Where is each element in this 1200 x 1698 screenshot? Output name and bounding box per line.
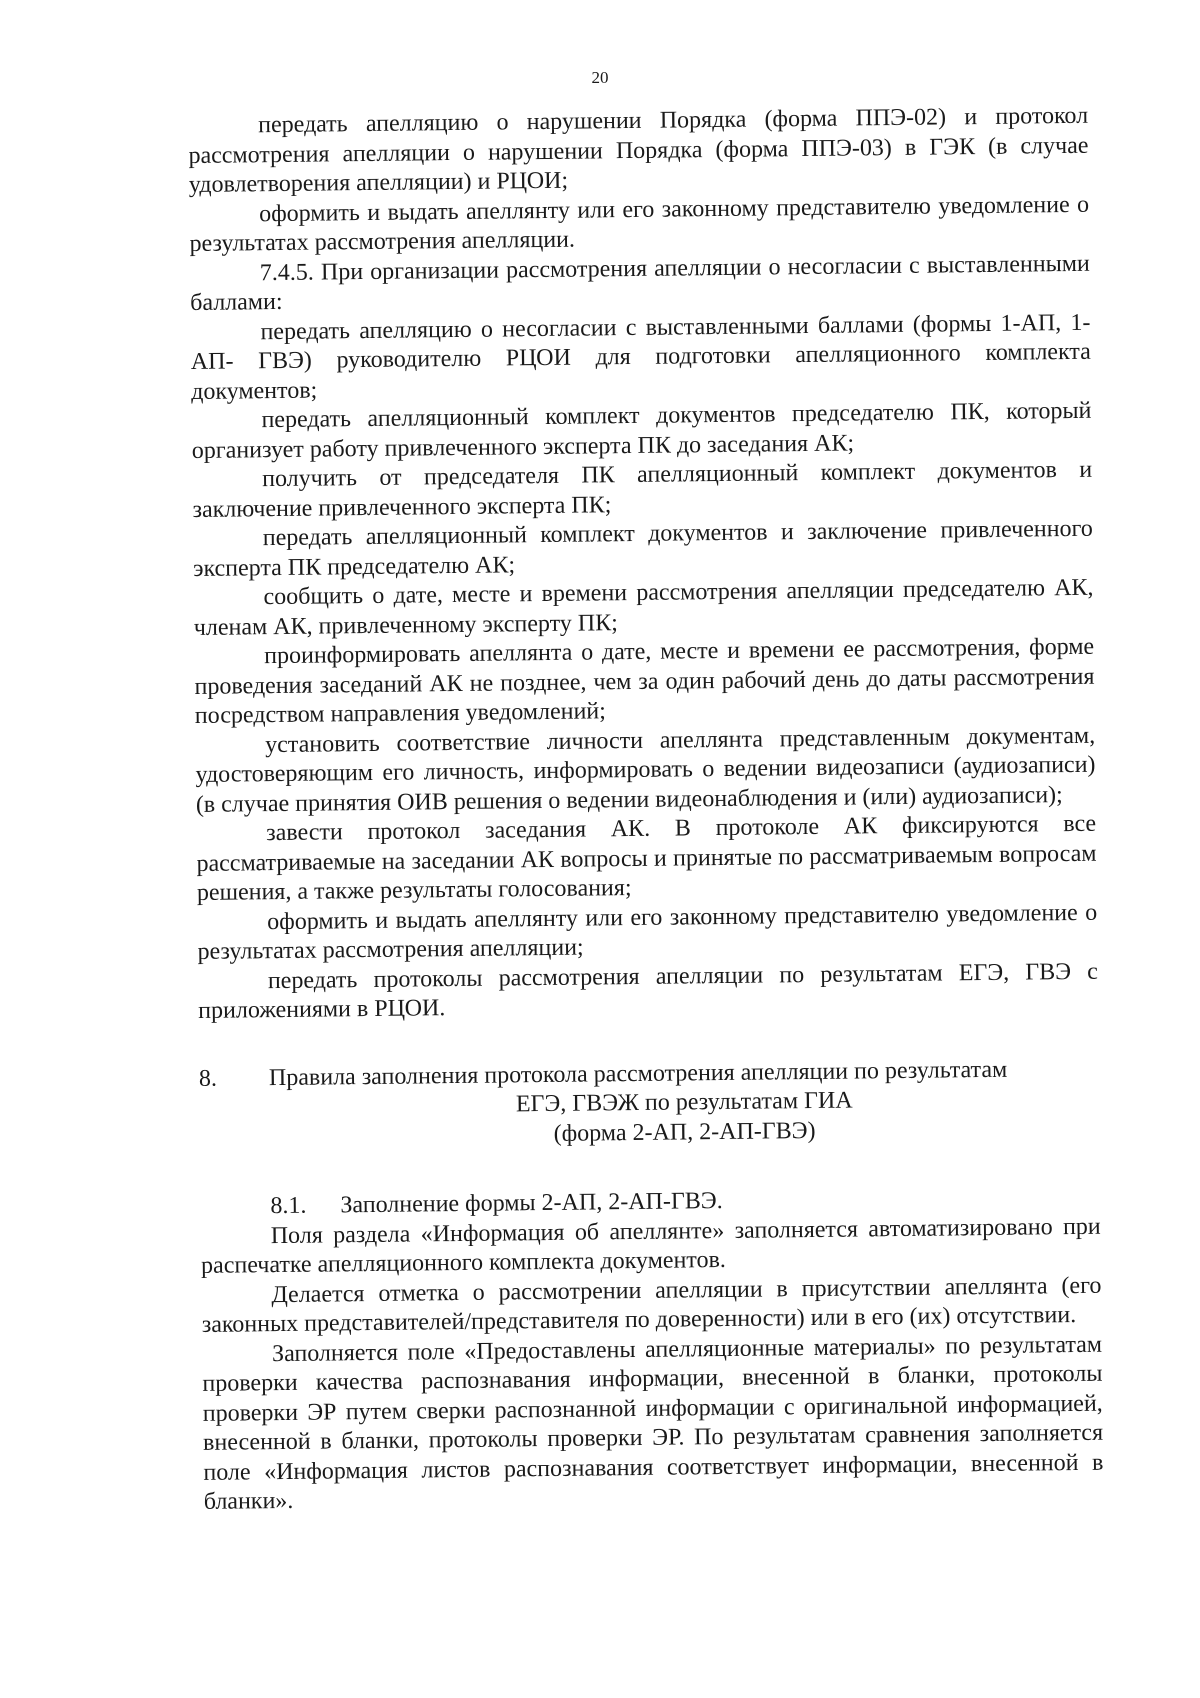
page-number: 20: [591, 68, 609, 87]
section-number: 8.: [198, 1065, 218, 1092]
paragraph: Делается отметка о рассмотрении апелляции в присутствии апеллянта (его законных представителей/представителя по доверенности) или в его (их) отсутствии.: [201, 1272, 1102, 1338]
document-body: [188, 102, 1104, 1518]
paragraph: оформить и выдать апеллянту или его законному представителю уведомление о результатах рассмотрения апелляции.: [189, 191, 1090, 257]
clause-7-4-5: 7.4.5. При организации рассмотрения апелляции о несогласии с выставленными баллами:: [190, 250, 1090, 316]
paragraph: Поля раздела «Информация об апеллянте» заполняется автоматизировано при распечатке апелляционного комплекта документов.: [200, 1213, 1101, 1279]
paragraph: передать протоколы рассмотрения апелляции по результатам ЕГЭ, ГВЭ с приложениями в РЦОИ.: [198, 958, 1098, 1024]
paragraph: передать апелляцию о несогласии с выставленными баллами (формы 1-АП, 1-АП- ГВЭ) руководителю РЦОИ для подготовки апелляционного комплекта документов;: [190, 309, 1091, 405]
section-title-line1: Правила заполнения протокола рассмотрения апелляции по результатам: [268, 1056, 1008, 1091]
subsection-number: 8.1.: [270, 1192, 307, 1220]
paragraph: проинформировать апеллянта о дате, месте и времени ее рассмотрения, форме проведения заседаний АК не позднее, чем за один рабочий день до даты рассмотрения посредством направления уведомлений;: [194, 633, 1095, 729]
section-title-line2: ЕГЭ, ГВЭЖ по результатам ГИА: [515, 1087, 853, 1118]
paragraph: передать апелляционный комплект документов и заключение привлеченного эксперта ПК председателю АК;: [193, 515, 1093, 582]
subsection-title: Заполнение формы 2-АП, 2-АП-ГВЭ.: [340, 1188, 723, 1219]
paragraph: сообщить о дате, месте и времени рассмотрения апелляции председателю АК, членам АК, привлеченному эксперту ПК;: [193, 574, 1094, 641]
paragraph: передать апелляционный комплект документов председателю ПК, который организует работу привлеченного эксперта ПК до заседания АК;: [191, 397, 1092, 464]
paragraph: получить от председателя ПК апелляционный комплект документов и заключение привлеченного эксперта ПК;: [192, 456, 1093, 523]
paragraph: установить соответствие личности апеллянта представленным документам, удостоверяющим его личность, информировать о ведении видеозаписи (аудиозаписи) (в случае принятия ОИВ решения о ведении видеонаблюдения и (или) аудиозаписи);: [195, 722, 1096, 818]
section-title-line3: (форма 2-АП, 2-АП-ГВЭ): [553, 1117, 816, 1147]
paragraph: завести протокол заседания АК. В протоколе АК фиксируются все рассматриваемые на заседании АК вопросы и принятые по рассматриваемым вопросам решения, а также результаты голосования;: [196, 810, 1097, 906]
paragraph: Заполняется поле «Предоставлены апелляционные материалы» по результатам проверки качества распознавания информации, внесенной в бланки, протоколы проверки ЭР путем сверки распознанной информации с оригинальной информацией, внесенной в бланки, протоколы проверки ЭР. По результатам сравнения заполняется поле «Информация листов распознавания соответствует информации, внесенной в бланки».: [202, 1331, 1104, 1515]
paragraph: передать апелляцию о нарушении Порядка (форма ППЭ-02) и протокол рассмотрения апелляции о нарушении Порядка (форма ППЭ-03) в ГЭК (в случае удовлетворения апелляции) и РЦОИ;: [188, 102, 1089, 198]
paragraph: оформить и выдать апеллянту или его законному представителю уведомление о результатах рассмотрения апелляции;: [197, 899, 1098, 965]
